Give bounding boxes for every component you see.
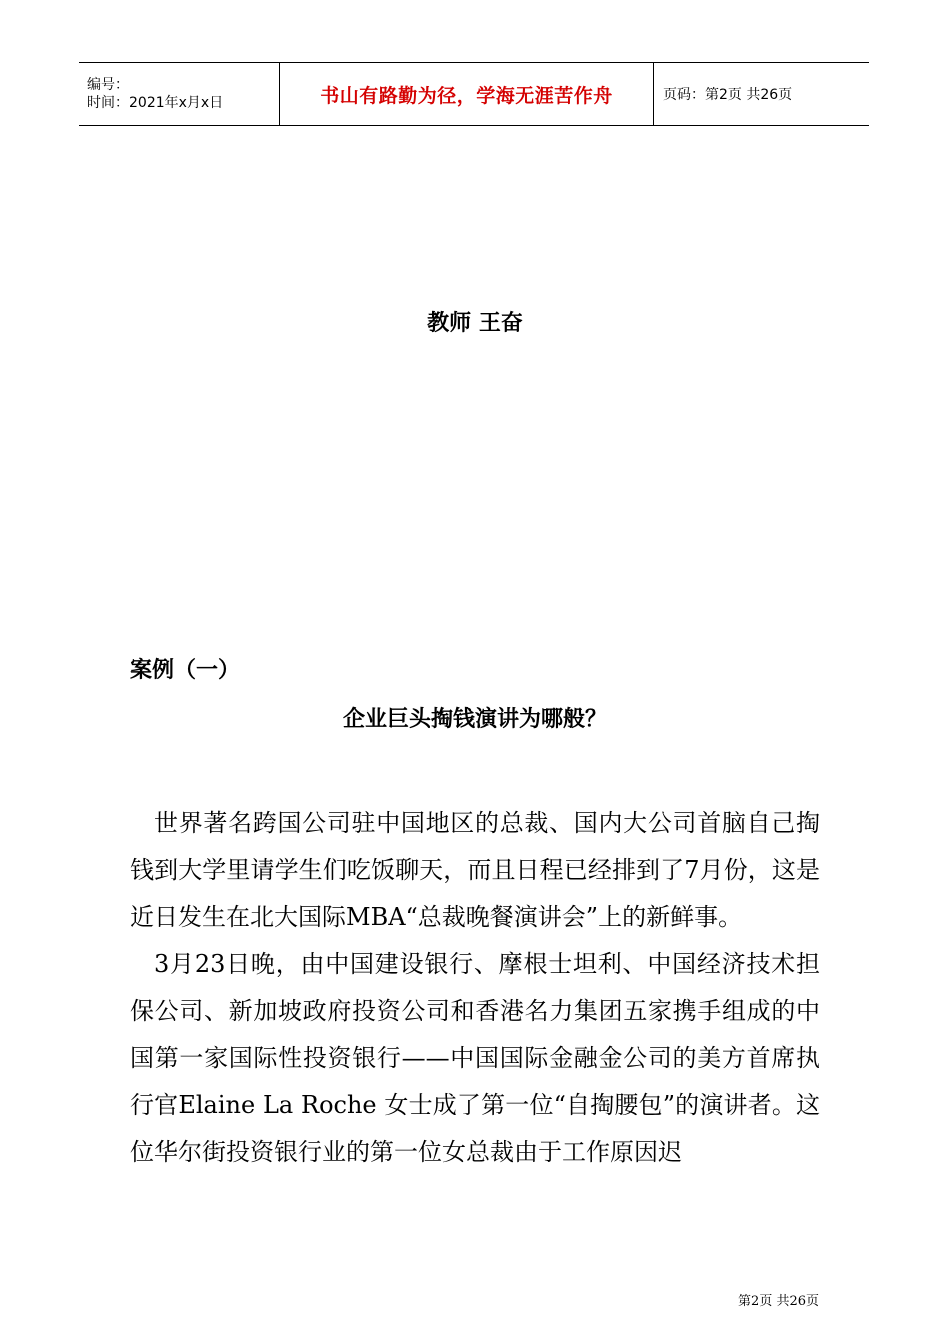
- document-number-label: 编号：: [87, 77, 129, 93]
- teacher-name: 教师 王奋: [427, 311, 523, 336]
- header-motto: 书山有路勤为径，学海无涯苦作舟: [280, 63, 654, 125]
- header-page-info: 页码：第2页 共26页: [663, 87, 793, 103]
- document-time: 时间：2021年x月x日: [87, 95, 224, 111]
- body-paragraph-2: 3月23日晚，由中国建设银行、摩根士坦利、中国经济技术担保公司、新加坡政府投资公司和香港名力集团五家携手组成的中国第一家国际性投资银行——中国国际金融金公司的美方首席执行官Elaine La Roche 女士成了第一位“自掏腰包”的演讲者。这位华尔街投资银行业的第一位女总裁由于工作原因迟: [130, 950, 820, 1166]
- body-paragraph-1: 世界著名跨国公司驻中国地区的总裁、国内大公司首脑自己掏钱到大学里请学生们吃饭聊天，而且日程已经排到了7月份，这是近日发生在北大国际MBA“总裁晚餐演讲会”上的新鲜事。: [130, 809, 820, 931]
- page-footer: 第2页 共26页: [738, 1294, 819, 1309]
- header-meta: [79, 63, 280, 125]
- case-title: 企业巨头掏钱演讲为哪般？: [342, 707, 607, 732]
- page-header: [79, 62, 869, 126]
- case-label: 案例（一）: [130, 658, 241, 683]
- case-body: [130, 800, 820, 1176]
